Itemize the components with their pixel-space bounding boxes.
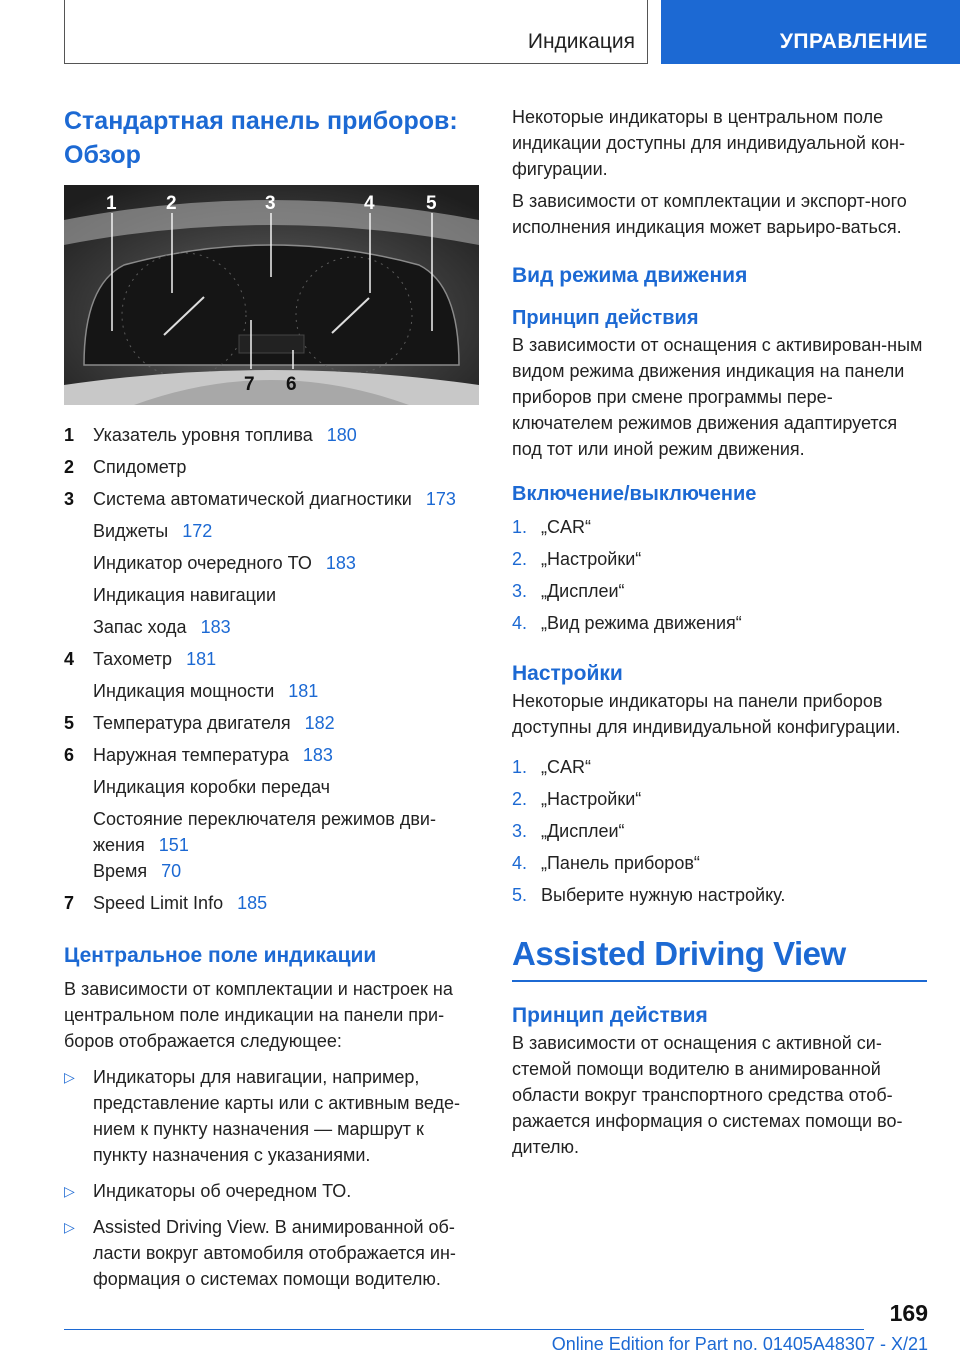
step-text: „Дисплеи“ — [541, 821, 625, 841]
legend-text: Температура двигателя — [93, 713, 291, 733]
step-item — [512, 610, 927, 642]
page-reference-link[interactable]: 172 — [182, 521, 213, 541]
legend-row — [64, 858, 479, 890]
footer-divider — [64, 1329, 864, 1330]
callout-5: 5 — [426, 193, 437, 214]
legend-text: Виджеты — [93, 521, 169, 541]
onoff-title: Включение/выключение — [512, 483, 757, 505]
step-item — [512, 882, 927, 914]
principle-text: В зависимости от оснащения с активирован-ным видом режима движения индикация на панели приборов при смене программы пере-ключателем режимов движения адаптируется под тот или иной режим движения. — [512, 335, 923, 459]
step-number: 1. — [512, 757, 528, 777]
central-field-text: В зависимости от комплектации и настроек на центральном поле индикации на панели при-боров отображается следующее: — [64, 979, 453, 1051]
legend-number: 6 — [64, 745, 75, 765]
settings-title: Настройки — [512, 662, 623, 685]
page-reference-link[interactable]: 181 — [186, 649, 217, 669]
legend-text: Запас хода — [93, 617, 187, 637]
triangle-bullet-icon: ▷ — [64, 1219, 75, 1235]
step-item — [512, 786, 927, 818]
legend-row — [64, 550, 479, 582]
legend-text: Спидометр — [93, 457, 187, 477]
callout-2: 2 — [166, 193, 177, 214]
legend-number: 5 — [64, 713, 75, 733]
step-item — [512, 578, 927, 610]
legend-row — [64, 678, 479, 710]
step-item — [512, 514, 927, 546]
legend-text: Состояние переключателя режимов дви- жения — [93, 809, 436, 855]
left-column — [64, 104, 479, 1292]
bullet-text: Индикаторы об очередном ТО. — [93, 1181, 352, 1201]
bullet-text: Индикаторы для навигации, например, представление карты или с активным веде-нием к пункту назначения — маршрут к пункту назначения с указаниями. — [93, 1067, 460, 1165]
adv-principle-title: Принцип действия — [512, 1004, 708, 1027]
step-item — [512, 546, 927, 578]
step-text: „Панель приборов“ — [541, 853, 700, 873]
instrument-cluster-image — [64, 185, 479, 405]
page-reference-link[interactable]: 182 — [304, 713, 335, 733]
legend-text: Тахометр — [93, 649, 173, 669]
legend-row — [64, 454, 479, 486]
page-reference-link[interactable]: 183 — [302, 745, 333, 765]
page-reference-link[interactable]: 181 — [288, 681, 319, 701]
page-reference-link[interactable]: 70 — [161, 861, 182, 881]
legend-text: Speed Limit Info — [93, 893, 224, 913]
page-reference-link[interactable]: 183 — [325, 553, 356, 573]
bullet-item — [64, 1214, 479, 1292]
step-text: „Настройки“ — [541, 549, 642, 569]
page-reference-link[interactable]: 173 — [425, 489, 456, 509]
mode-view-title: Вид режима движения — [512, 264, 748, 287]
step-number: 2. — [512, 789, 528, 809]
header-section-label: Индикация — [527, 30, 635, 53]
legend-list — [64, 422, 479, 922]
legend-text: Индикация навигации — [93, 585, 276, 605]
intro-paragraph-1: Некоторые индикаторы в центральном поле индикации доступны для индивидуальной кон-фигурации. — [512, 107, 905, 179]
step-item — [512, 754, 927, 786]
bullet-text: Assisted Driving View. В анимированной об-ласти вокруг автомобиля отображается ин-формация о системах помощи водителю. — [93, 1217, 456, 1289]
page-reference-link[interactable]: 183 — [200, 617, 231, 637]
step-number: 3. — [512, 821, 528, 841]
step-number: 4. — [512, 853, 528, 873]
step-number: 2. — [512, 549, 528, 569]
callout-3: 3 — [265, 193, 276, 214]
page-title: Стандартная панель приборов: Обзор — [64, 107, 458, 169]
footer-edition: Online Edition for Part no. 01405A48307 - X/21 — [551, 1334, 928, 1354]
legend-row — [64, 710, 479, 742]
legend-row — [64, 646, 479, 678]
legend-row — [64, 486, 479, 518]
triangle-bullet-icon: ▷ — [64, 1069, 75, 1085]
settings-text: Некоторые индикаторы на панели приборов доступны для индивидуальной конфигурации. — [512, 691, 901, 737]
header-section-tab — [64, 0, 648, 64]
legend-row — [64, 742, 479, 774]
step-number: 3. — [512, 581, 528, 601]
step-item — [512, 818, 927, 850]
legend-text: Наружная температура — [93, 745, 289, 765]
adv-principle-text: В зависимости от оснащения с активной си-стемой помощи водителю в анимированной области вокруг транспортного средства отоб-ражается информация о системах помощи во-дителю. — [512, 1033, 903, 1157]
bullet-item — [64, 1064, 479, 1168]
assisted-driving-view-title: Assisted Driving View — [512, 932, 927, 982]
legend-number: 1 — [64, 425, 75, 445]
legend-row — [64, 806, 479, 858]
page-reference-link[interactable]: 185 — [237, 893, 268, 913]
callout-1: 1 — [106, 193, 117, 214]
step-text: Выберите нужную настройку. — [541, 885, 786, 905]
onoff-steps — [512, 514, 927, 642]
bullet-item — [64, 1178, 479, 1204]
step-number: 1. — [512, 517, 528, 537]
legend-number: 2 — [64, 457, 75, 477]
legend-text: Указатель уровня топлива — [93, 425, 313, 445]
legend-text: Время — [93, 861, 148, 881]
header-chapter-label: УПРАВЛЕНИЕ — [779, 30, 928, 53]
step-number: 4. — [512, 613, 528, 633]
step-item — [512, 850, 927, 882]
legend-number: 4 — [64, 649, 75, 669]
right-column — [512, 104, 927, 1160]
page-number: 169 — [889, 1300, 928, 1326]
legend-text: Индикация коробки передач — [93, 777, 331, 797]
callout-7: 7 — [244, 374, 255, 395]
step-text: „Настройки“ — [541, 789, 642, 809]
legend-number: 3 — [64, 489, 75, 509]
step-text: „Дисплеи“ — [541, 581, 625, 601]
legend-row — [64, 890, 479, 922]
page-reference-link[interactable]: 180 — [326, 425, 357, 445]
settings-steps — [512, 754, 927, 914]
callout-4: 4 — [364, 193, 375, 214]
step-text: „CAR“ — [541, 517, 591, 537]
legend-row — [64, 518, 479, 550]
callout-6: 6 — [286, 374, 297, 395]
step-text: „CAR“ — [541, 757, 591, 777]
intro-paragraph-2: В зависимости от комплектации и экспорт-ного исполнения индикация может варьиро-ваться. — [512, 191, 907, 237]
principle-title: Принцип действия — [512, 307, 699, 329]
page-reference-link[interactable]: 151 — [158, 835, 189, 855]
legend-row — [64, 582, 479, 614]
legend-row — [64, 774, 479, 806]
step-number: 5. — [512, 885, 528, 905]
central-field-title: Центральное поле индикации — [64, 944, 377, 967]
legend-row — [64, 422, 479, 454]
triangle-bullet-icon: ▷ — [64, 1183, 75, 1199]
header-chapter-tab[interactable] — [661, 0, 960, 64]
legend-text: Система автоматической диагностики — [93, 489, 412, 509]
legend-number: 7 — [64, 893, 75, 913]
legend-text: Индикация мощности — [93, 681, 275, 701]
legend-text: Индикатор очередного ТО — [93, 553, 312, 573]
step-text: „Вид режима движения“ — [541, 613, 742, 633]
legend-row — [64, 614, 479, 646]
